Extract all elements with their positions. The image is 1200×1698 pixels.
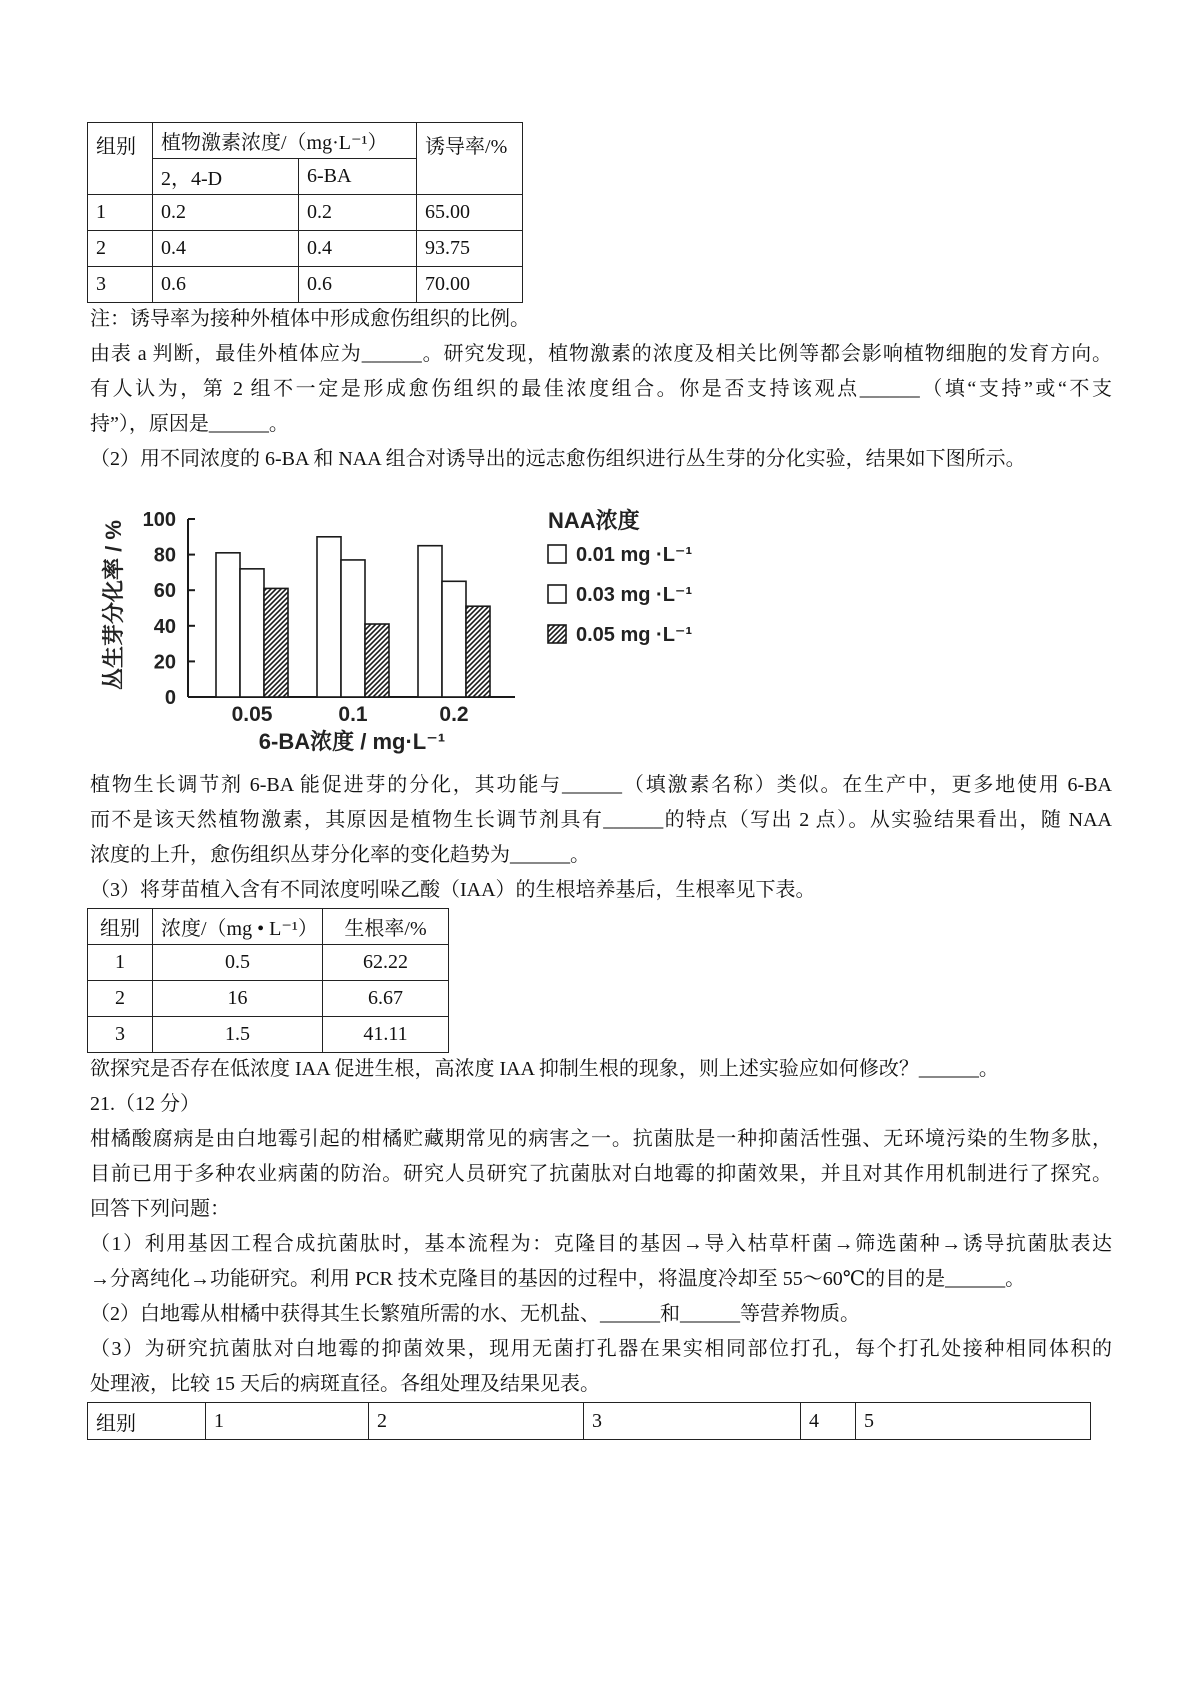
chart-legend-label: 0.03 mg ·L⁻¹	[576, 584, 693, 606]
sub-question-3: （3）为研究抗菌肽对白地霉的抑菌效果，现用无菌打孔器在果实相同部位打孔，每个打孔处接种相同体积的	[90, 1338, 1112, 1360]
table-c-header-3: 3	[584, 1403, 801, 1440]
chart-bar	[264, 588, 288, 697]
question-line: 由表 a 判断，最佳外植体应为______。研究发现，植物激素的浓度及相关比例等都会影响植物细胞的发育方向。	[90, 343, 1112, 365]
table-cell: 0.2	[153, 195, 299, 231]
chart-xtick-label: 0.05	[231, 703, 273, 726]
question-20-text-part-2	[90, 768, 1112, 908]
table-b-header-row	[88, 909, 449, 945]
table-c-header-5: 5	[856, 1403, 1091, 1440]
table-cell: 0.6	[153, 267, 299, 303]
table-c-header-2: 2	[369, 1403, 584, 1440]
question-line: 回答下列问题：	[90, 1198, 230, 1220]
table-cell: 0.6	[299, 267, 417, 303]
chart-ytick-label: 100	[142, 509, 176, 531]
table-b-header-concentration: 浓度/（mg • L⁻¹）	[153, 909, 323, 945]
chart-bar	[365, 624, 389, 697]
chart-x-axis-title: 6-BA浓度 / mg·L⁻¹	[258, 729, 446, 754]
chart-bar	[317, 537, 341, 697]
question-line: 有人认为，第 2 组不一定是形成愈伤组织的最佳浓度组合。你是否支持该观点______（填“支持”或“不支	[90, 378, 1112, 400]
table-c-header-row	[88, 1403, 1091, 1440]
chart-bar	[466, 606, 490, 697]
table-a-induction-rate	[87, 122, 523, 303]
sub-question-3: （3）将芽苗植入含有不同浓度吲哚乙酸（IAA）的生根培养基后，生根率见下表。	[90, 879, 816, 901]
table-cell: 93.75	[417, 231, 523, 267]
table-b-header-group: 组别	[88, 909, 153, 945]
table-a-header-hormone: 植物激素浓度/（mg·L⁻¹）	[153, 123, 417, 159]
table-cell: 16	[153, 981, 323, 1017]
chart-bar	[442, 581, 466, 697]
table-a-header-rate: 诱导率/%	[417, 123, 523, 195]
table-cell: 0.4	[153, 231, 299, 267]
table-a-header-row	[88, 123, 523, 159]
chart-xtick-label: 0.2	[439, 703, 469, 726]
question-21-text	[90, 1052, 1112, 1402]
table-row	[88, 981, 449, 1017]
table-c-header-1: 1	[206, 1403, 369, 1440]
question-line: 柑橘酸腐病是由白地霉引起的柑橘贮藏期常见的病害之一。抗菌肽是一种抑菌活性强、无环境污染的生物多肽，	[90, 1128, 1112, 1150]
table-b-header-rate: 生根率/%	[323, 909, 449, 945]
chart-legend-swatch	[548, 545, 566, 563]
chart-bar	[341, 560, 365, 697]
sub-question-1: （1）利用基因工程合成抗菌肽时，基本流程为：克隆目的基因→导入枯草杆菌→筛选菌种→诱导抗菌肽表达	[90, 1233, 1112, 1255]
chart-legend-label: 0.05 mg ·L⁻¹	[576, 624, 693, 646]
chart-legend-swatch	[548, 585, 566, 603]
question-line: 而不是该天然植物激素，其原因是植物生长调节剂具有______的特点（写出 2 点）。从实验结果看出，随 NAA	[90, 809, 1112, 831]
question-line: 目前已用于多种农业病菌的防治。研究人员研究了抗菌肽对白地霉的抑菌效果，并且对其作用机制进行了探究。	[90, 1163, 1112, 1185]
table-cell: 0.4	[299, 231, 417, 267]
table-cell: 70.00	[417, 267, 523, 303]
question-20-text-part-1	[90, 302, 1112, 477]
question-line: 欲探究是否存在低浓度 IAA 促进生根，高浓度 IAA 抑制生根的现象，则上述实验应如何修改？______。	[90, 1058, 999, 1080]
table-row	[88, 195, 523, 231]
chart-ytick-label: 80	[153, 544, 176, 567]
chart-legend-title: NAA浓度	[548, 508, 640, 533]
table-b-rooting-rate	[87, 908, 449, 1053]
table-cell: 65.00	[417, 195, 523, 231]
table-c-treatment-groups	[87, 1402, 1091, 1440]
sub-question-2: （2）白地霉从柑橘中获得其生长繁殖所需的水、无机盐、______和______等营养物质。	[90, 1303, 860, 1325]
table-cell: 3	[88, 1017, 153, 1053]
question-line: 浓度的上升，愈伤组织丛芽分化率的变化趋势为______。	[90, 844, 590, 866]
question-line: 植物生长调节剂 6-BA 能促进芽的分化，其功能与______（填激素名称）类似。在生产中，更多地使用 6-BA	[90, 774, 1112, 796]
table-a-header-24d: 2，4-D	[153, 159, 299, 195]
table-cell: 0.2	[299, 195, 417, 231]
chart-ytick-label: 20	[153, 651, 176, 674]
table-cell: 62.22	[323, 945, 449, 981]
bud-differentiation-bar-chart	[90, 500, 730, 765]
chart-xtick-label: 0.1	[338, 703, 368, 726]
chart-bar	[240, 569, 264, 697]
table-a-header-6ba: 6-BA	[299, 159, 417, 195]
chart-y-axis-title: 丛生芽分化率 / %	[101, 520, 126, 690]
table-cell: 41.11	[323, 1017, 449, 1053]
question-line: 处理液，比较 15 天后的病斑直径。各组处理及结果见表。	[90, 1373, 600, 1395]
table-a-header-group: 组别	[88, 123, 153, 195]
table-cell: 6.67	[323, 981, 449, 1017]
table-cell: 0.5	[153, 945, 323, 981]
table-c-header-group: 组别	[88, 1403, 206, 1440]
table-row	[88, 267, 523, 303]
chart-ytick-label: 60	[153, 580, 176, 603]
table-cell: 1	[88, 195, 153, 231]
table-note: 注：诱导率为接种外植体中形成愈伤组织的比例。	[90, 308, 530, 330]
table-row	[88, 231, 523, 267]
chart-bar	[216, 553, 240, 697]
chart-ytick-label: 40	[153, 615, 176, 638]
table-cell: 1	[88, 945, 153, 981]
table-row	[88, 945, 449, 981]
question-line: 持”），原因是______。	[90, 413, 289, 435]
chart-legend-swatch	[548, 625, 566, 643]
table-cell: 1.5	[153, 1017, 323, 1053]
question-21-heading: 21.（12 分）	[90, 1093, 200, 1115]
sub-question-2: （2）用不同浓度的 6-BA 和 NAA 组合对诱导出的远志愈伤组织进行丛生芽的分化实验，结果如下图所示。	[90, 448, 1026, 470]
table-c-header-4: 4	[801, 1403, 856, 1440]
chart-bar	[418, 546, 442, 697]
table-row	[88, 1017, 449, 1053]
table-cell: 2	[88, 231, 153, 267]
table-cell: 3	[88, 267, 153, 303]
chart-legend-label: 0.01 mg ·L⁻¹	[576, 544, 693, 566]
table-cell: 2	[88, 981, 153, 1017]
question-line: →分离纯化→功能研究。利用 PCR 技术克隆目的基因的过程中，将温度冷却至 55～60℃的目的是______。	[90, 1268, 1026, 1290]
chart-ytick-label: 0	[164, 687, 176, 709]
